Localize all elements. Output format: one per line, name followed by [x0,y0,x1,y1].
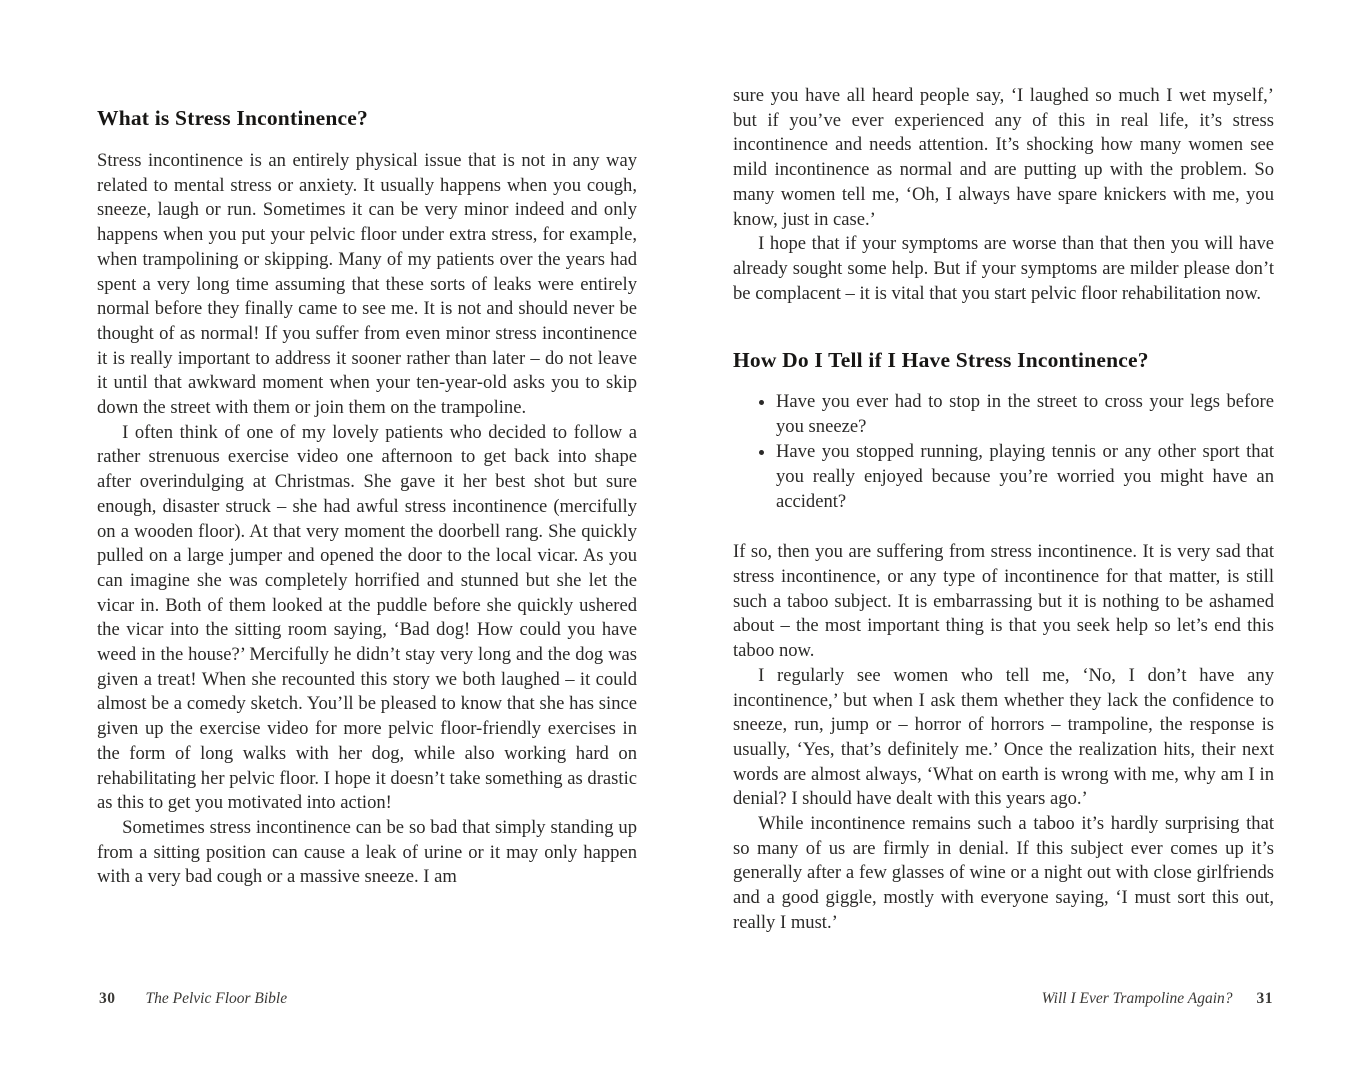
bullet-item-1: • Have you ever had to stop in the street to cross your legs before you sneeze? [776,390,1274,440]
left-page-number: 30 [99,990,116,1007]
right-paragraph-2: I hope that if your symptoms are worse than that then you will have already sought some help. But if your symptoms are milder please don’t be complacent – it is vital that you start pelvic floor rehabilitation now. [733,233,1274,304]
left-paragraph-2: I often think of one of my lovely patients who decided to follow a rather strenuous exercise video one afternoon to get back into shape after overindulging at Christmas. She gave it her best shot but sure enough, disaster struck – she had awful stress incontinence (mercifully on a wooden floor). At that very moment the doorbell rang. She quickly pulled on a large jumper and opened the door to the local vicar. As you can imagine she was completely horrified and stunned but she let the vicar in. Both of them looked at the puddle before she quickly ushered the vicar into the sitting room saying, ‘Bad dog! How could you have weed in the house?’ Mercifully he didn’t stay very long and the dog was given a treat! When she recounted this story we both laughed – it could almost be a comedy sketch. You’ll be pleased to know that she has since given up the exercise video for more pelvic floor-friendly exercises in the form of long walks with her dog, while also working hard on rehabilitating her pelvic floor. I hope it doesn’t take something as drastic as this to get you motivated into action! [97,421,637,814]
right-paragraph-4: I regularly see women who tell me, ‘No, I don’t have any incontinence,’ but when I ask them whether they lack the confidence to sneeze, run, jump or – horror of horrors – trampoline, the response is usually, ‘Yes, that’s definitely me.’ Once the realization hits, their next words are almost always, ‘What on earth is wrong with me, why am I in denial? I should have dealt with this years ago.’ [733,664,1274,810]
right-paragraph-3: If so, then you are suffering from stress incontinence. It is very sad that stress incontinence, or any type of incontinence for that matter, is still such a taboo subject. It is embarrassing but it is nothing to be ashamed about – the most important thing is that you seek help so let’s end this taboo now. [733,541,1274,662]
page-left [97,106,637,890]
left-paragraph-1: Stress incontinence is an entirely physical issue that is not in any way related to mental stress or anxiety. It usually happens when you cough, sneeze, laugh or run. Sometimes it can be very minor indeed and only happens when you put your pelvic floor under extra stress, for example, when trampolining or skipping. Many of my patients over the years had spent a very long time assuming that these sorts of leaks were entirely normal before they finally came to see me. It is not and should never be thought of as normal! If you suffer from even minor stress incontinence it is really important to address it sooner rather than later – do not leave it until that awkward moment when your ten-year-old asks you to skip down the street with them or join them on the trampoline. [97,150,637,419]
right-page-number: 31 [1256,990,1273,1007]
left-paragraph-3: Sometimes stress incontinence can be so bad that simply standing up from a sitting position can cause a leak of urine or it may only happen with a very bad cough or a massive sneeze. I am [97,816,637,888]
right-paragraph-continuation: sure you have all heard people say, ‘I laughed so much I wet myself,’ but if you’ve ever experienced any of this in real life, it’s stress incontinence and needs attention. It’s shocking how many women see mild incontinence as normal and are putting up with the problem. So many women tell me, ‘Oh, I always have spare knickers with me, you know, just in case.’ [733,85,1274,230]
page-right [733,84,1274,936]
symptom-bullet-list [733,390,1274,514]
right-page-footer [1042,990,1273,1008]
left-section-heading: What is Stress Incontinence? [97,106,368,130]
book-title-running-head: The Pelvic Floor Bible [145,990,288,1007]
right-section-heading: How Do I Tell if I Have Stress Incontinence? [733,348,1149,373]
chapter-title-running-head: Will I Ever Trampoline Again? [1041,990,1233,1007]
bullet-item-2: • Have you stopped running, playing tennis or any other sport that you really enjoyed because you’re worried you might have an accident? [776,440,1274,514]
left-page-footer [99,990,287,1008]
right-paragraph-5: While incontinence remains such a taboo it’s hardly surprising that so many of us are firmly in denial. If this subject ever comes up it’s generally after a few glasses of wine or a night out with close girlfriends and a good giggle, mostly with everyone saying, ‘I must sort this out, really I must.’ [733,813,1274,933]
